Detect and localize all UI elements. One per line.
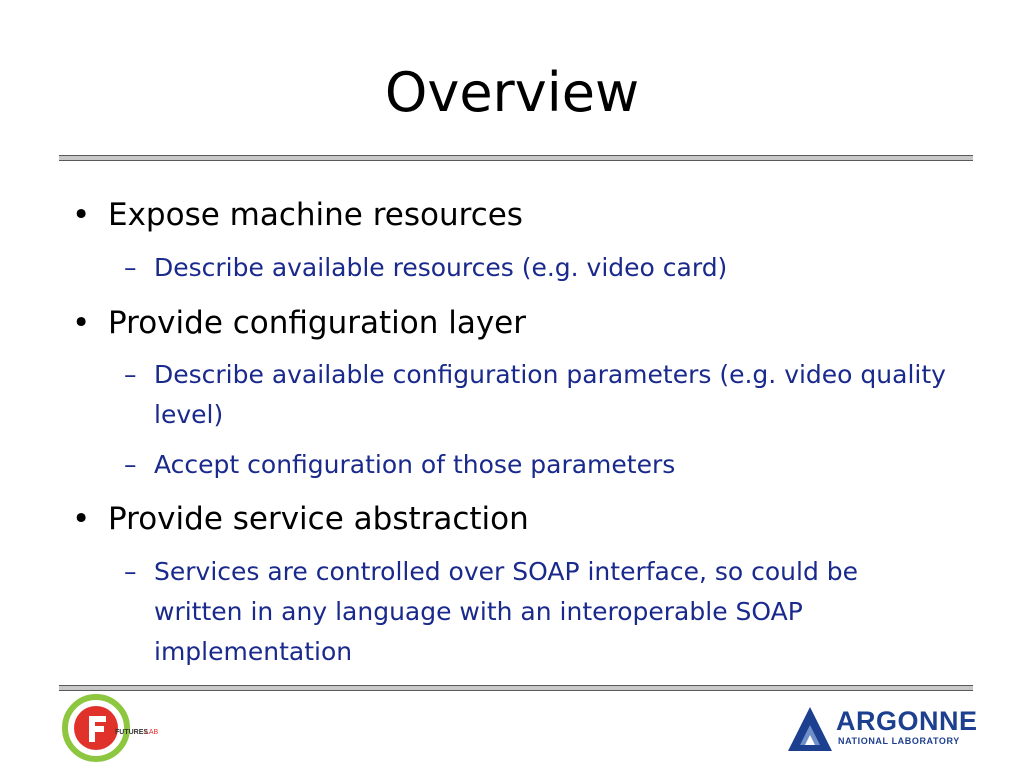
top-divider	[59, 155, 973, 161]
dash-marker: –	[124, 253, 137, 282]
bullet-item: Expose machine resources	[108, 197, 523, 233]
bullet-marker: •	[72, 305, 91, 341]
argonne-name: ARGONNE	[836, 706, 978, 736]
futures-lab-logo	[62, 694, 164, 762]
futures-lab-logo-mark	[62, 694, 164, 762]
argonne-triangle-icon	[788, 705, 836, 753]
lab-text: LAB	[145, 729, 159, 736]
dash-marker: –	[124, 360, 137, 389]
argonne-logo	[788, 705, 978, 757]
sub-bullet-item: Describe available resources (e.g. video card)	[154, 253, 728, 282]
bottom-divider	[59, 685, 973, 691]
sub-bullet-item: Describe available configuration parameters (e.g. video quality level)	[154, 360, 946, 429]
slide-title: Overview	[384, 61, 640, 124]
dash-marker: –	[124, 450, 137, 479]
argonne-subtitle: NATIONAL LABORATORY	[838, 736, 960, 746]
bullet-marker: •	[72, 501, 91, 537]
bullet-item: Provide service abstraction	[108, 501, 529, 537]
bullet-item: Provide configuration layer	[108, 305, 527, 341]
futures-text: FUTURES	[115, 729, 149, 736]
sub-bullet-item: Accept configuration of those parameters	[154, 450, 676, 479]
dash-marker: –	[124, 557, 137, 586]
bullet-marker: •	[72, 197, 91, 233]
sub-bullet-item: Services are controlled over SOAP interface, so could be written in any language with an interoperable SOAP implementation	[154, 557, 859, 666]
